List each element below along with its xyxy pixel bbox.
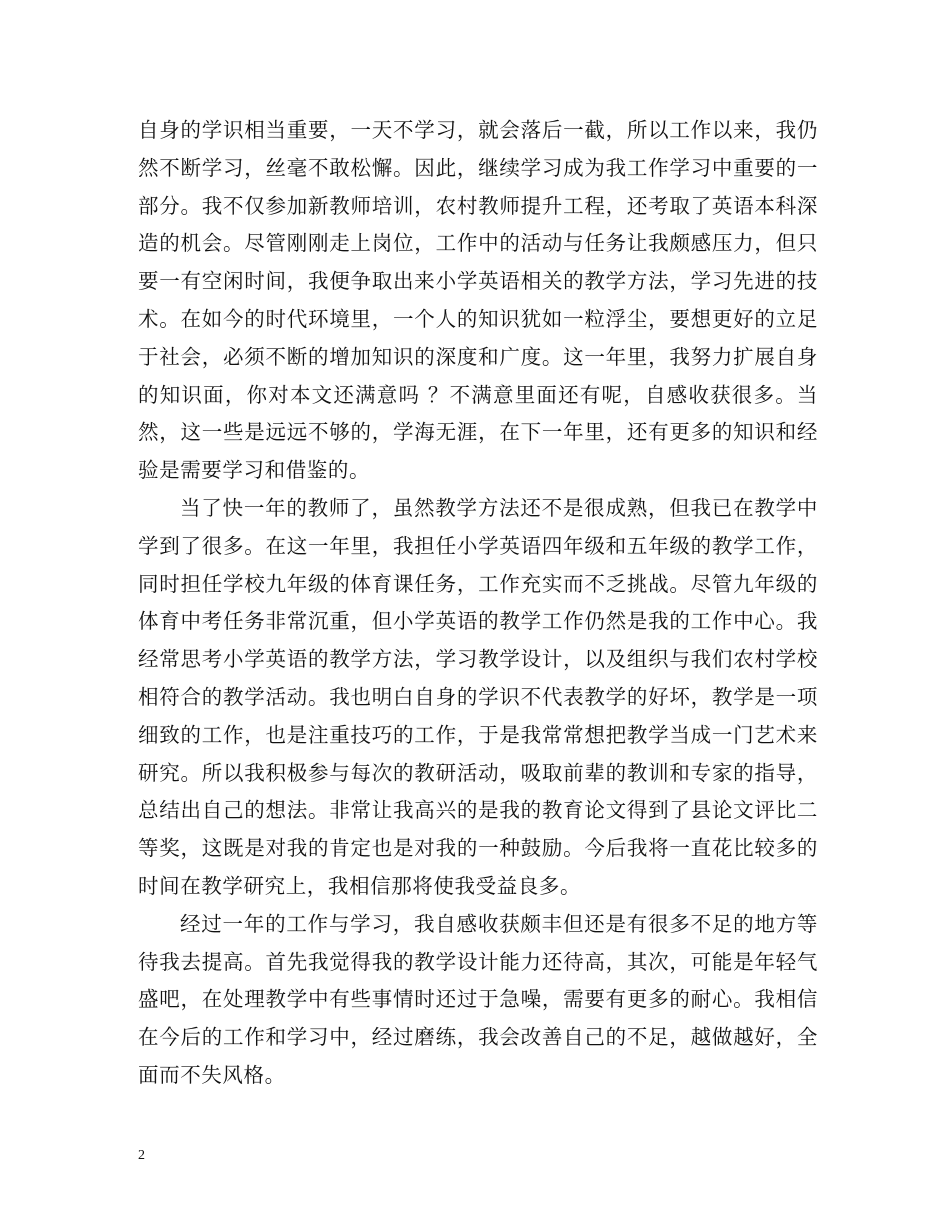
document-body bbox=[138, 112, 818, 1095]
page-number: 2 bbox=[138, 1148, 145, 1163]
paragraph-2: 当了快一年的教师了，虽然教学方法还不是很成熟，但我已在教学中学到了很多。在这一年里，我担任小学英语四年级和五年级的教学工作，同时担任学校九年级的体育课任务，工作充实而不乏挑战。尽管九年级的体育中考任务非常沉重，但小学英语的教学工作仍然是我的工作中心。我经常思考小学英语的教学方法，学习教学设计，以及组织与我们农村学校相符合的教学活动。我也明白自身的学识不代表教学的好坏，教学是一项细致的工作，也是注重技巧的工作，于是我常常想把教学当成一门艺术来研究。所以我积极参与每次的教研活动，吸取前辈的教训和专家的指导，总结出自己的想法。非常让我高兴的是我的教育论文得到了县论文评比二等奖，这既是对我的肯定也是对我的一种鼓励。今后我将一直花比较多的时间在教学研究上，我相信那将使我受益良多。 bbox=[138, 495, 818, 898]
paragraph-1: 自身的学识相当重要，一天不学习，就会落后一截，所以工作以来，我仍然不断学习，丝毫不敢松懈。因此，继续学习成为我工作学习中重要的一部分。我不仅参加新教师培训，农村教师提升工程，还考取了英语本科深造的机会。尽管刚刚走上岗位，工作中的活动与任务让我颇感压力，但只要一有空闲时间，我便争取出来小学英语相关的教学方法，学习先进的技术。在如今的时代环境里，一个人的知识犹如一粒浮尘，要想更好的立足于社会，必须不断的增加知识的深度和广度。这一年里，我努力扩展自身的知识面，你对本文还满意吗 ？不满意里面还有呢，自感收获很多。当然，这一些是远远不够的，学海无涯，在下一年里，还有更多的知识和经验是需要学习和借鉴的。 bbox=[138, 118, 818, 483]
paragraph-3: 经过一年的工作与学习，我自感收获颇丰但还是有很多不足的地方等待我去提高。首先我觉得我的教学设计能力还待高，其次，可能是年轻气盛吧，在处理教学中有些事情时还过于急噪，需要有更多的耐心。我相信在今后的工作和学习中，经过磨练，我会改善自己的不足，越做越好，全面而不失风格。 bbox=[138, 911, 818, 1087]
